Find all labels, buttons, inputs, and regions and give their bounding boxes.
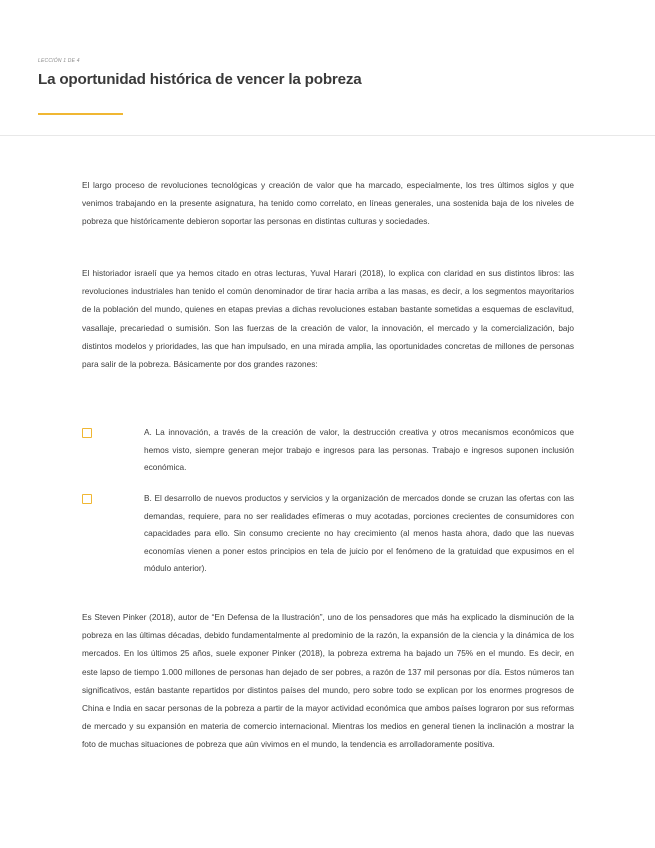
paragraph-harari: El historiador israelí que ya hemos citado en otras lecturas, Yuval Harari (2018), lo explica con claridad en sus distintos libros: las revoluciones industriales han tenido el común denominador de tirar hacia arriba a las masas, es decir, a los segmentos mayoritarios de la población del mundo, quienes en etapas previas a dichas revoluciones estaban bastante sometidas a esquemas de esclavitud, vasallaje, precariedad o sumisión. Son las fuerzas de la creación de valor, la innovación, el mercado y la comercialización, bajo distintos modelos y prioridades, las que han impulsado, en una mirada amplia, las oportunidades concretas de millones de personas para salir de la pobreza. Básicamente por dos grandes razones: <box>82 268 574 370</box>
lesson-counter: LECCIÓN 1 DE 4 <box>38 58 80 64</box>
paragraph-pinker: Es Steven Pinker (2018), autor de “En Defensa de la Ilustración”, uno de los pensadores que más ha explicado la disminución de la pobreza en las últimas décadas, debido fundamentalmente al predominio de la razón, la expansión de la ciencia y la dinámica de los mercados. En los últimos 25 años, suele exponer Pinker (2018), la pobreza extrema ha bajado un 75% en el mundo. Es decir, en este lapso de tiempo 1.000 millones de personas han dejado de ser pobres, a razón de 137 mil personas por día. Estos números tan significativos, están bastante repartidos por distintos países del mundo, pero sobre todo se explican por los enormes progresos de China e India en sacar personas de la pobreza a partir de la mayor actividad económica que ambos países lograron por sus reformas de mercado y su expansión en materia de comercio internacional. Mientras los medios en general tienen la inclinación a mostrar la foto de muchas situaciones de pobreza que aún vivimos en el mundo, la tendencia es arrolladoramente positiva. <box>82 612 574 750</box>
header-divider <box>0 135 655 136</box>
page-title: La oportunidad histórica de vencer la pobreza <box>38 71 362 88</box>
checkbox-a[interactable] <box>82 428 92 438</box>
checkbox-b[interactable] <box>82 494 92 504</box>
title-accent-underline <box>38 113 123 115</box>
checklist-item-text-a: A. La innovación, a través de la creación de valor, la destrucción creativa y otros mecanismos económicos que hemos visto, siempre generan mejor trabajo e ingresos para las personas. Trabajo e ingresos suponen inclusión económica. <box>144 427 574 472</box>
paragraph-intro: El largo proceso de revoluciones tecnológicas y creación de valor que ha marcado, especialmente, los tres últimos siglos y que venimos trabajando en la presente asignatura, ha tenido como correlato, en líneas generales, una sostenida baja de los niveles de pobreza que históricamente debieron soportar las personas en distintas culturas y sociedades. <box>82 180 574 227</box>
checklist-item-text-b: B. El desarrollo de nuevos productos y servicios y la organización de mercados donde se cruzan las ofertas con las demandas, requiere, para no ser realidades efímeras o muy acotadas, porciones crecientes de consumidores con capacidades para ello. Sin consumo creciente no hay crecimiento (al menos hasta ahora, dado que las nuevas economías vienen a poner estos principios en tela de juicio por el fenómeno de la gratuidad que expusimos en el módulo anterior). <box>144 493 574 573</box>
lesson-header <box>0 0 655 136</box>
